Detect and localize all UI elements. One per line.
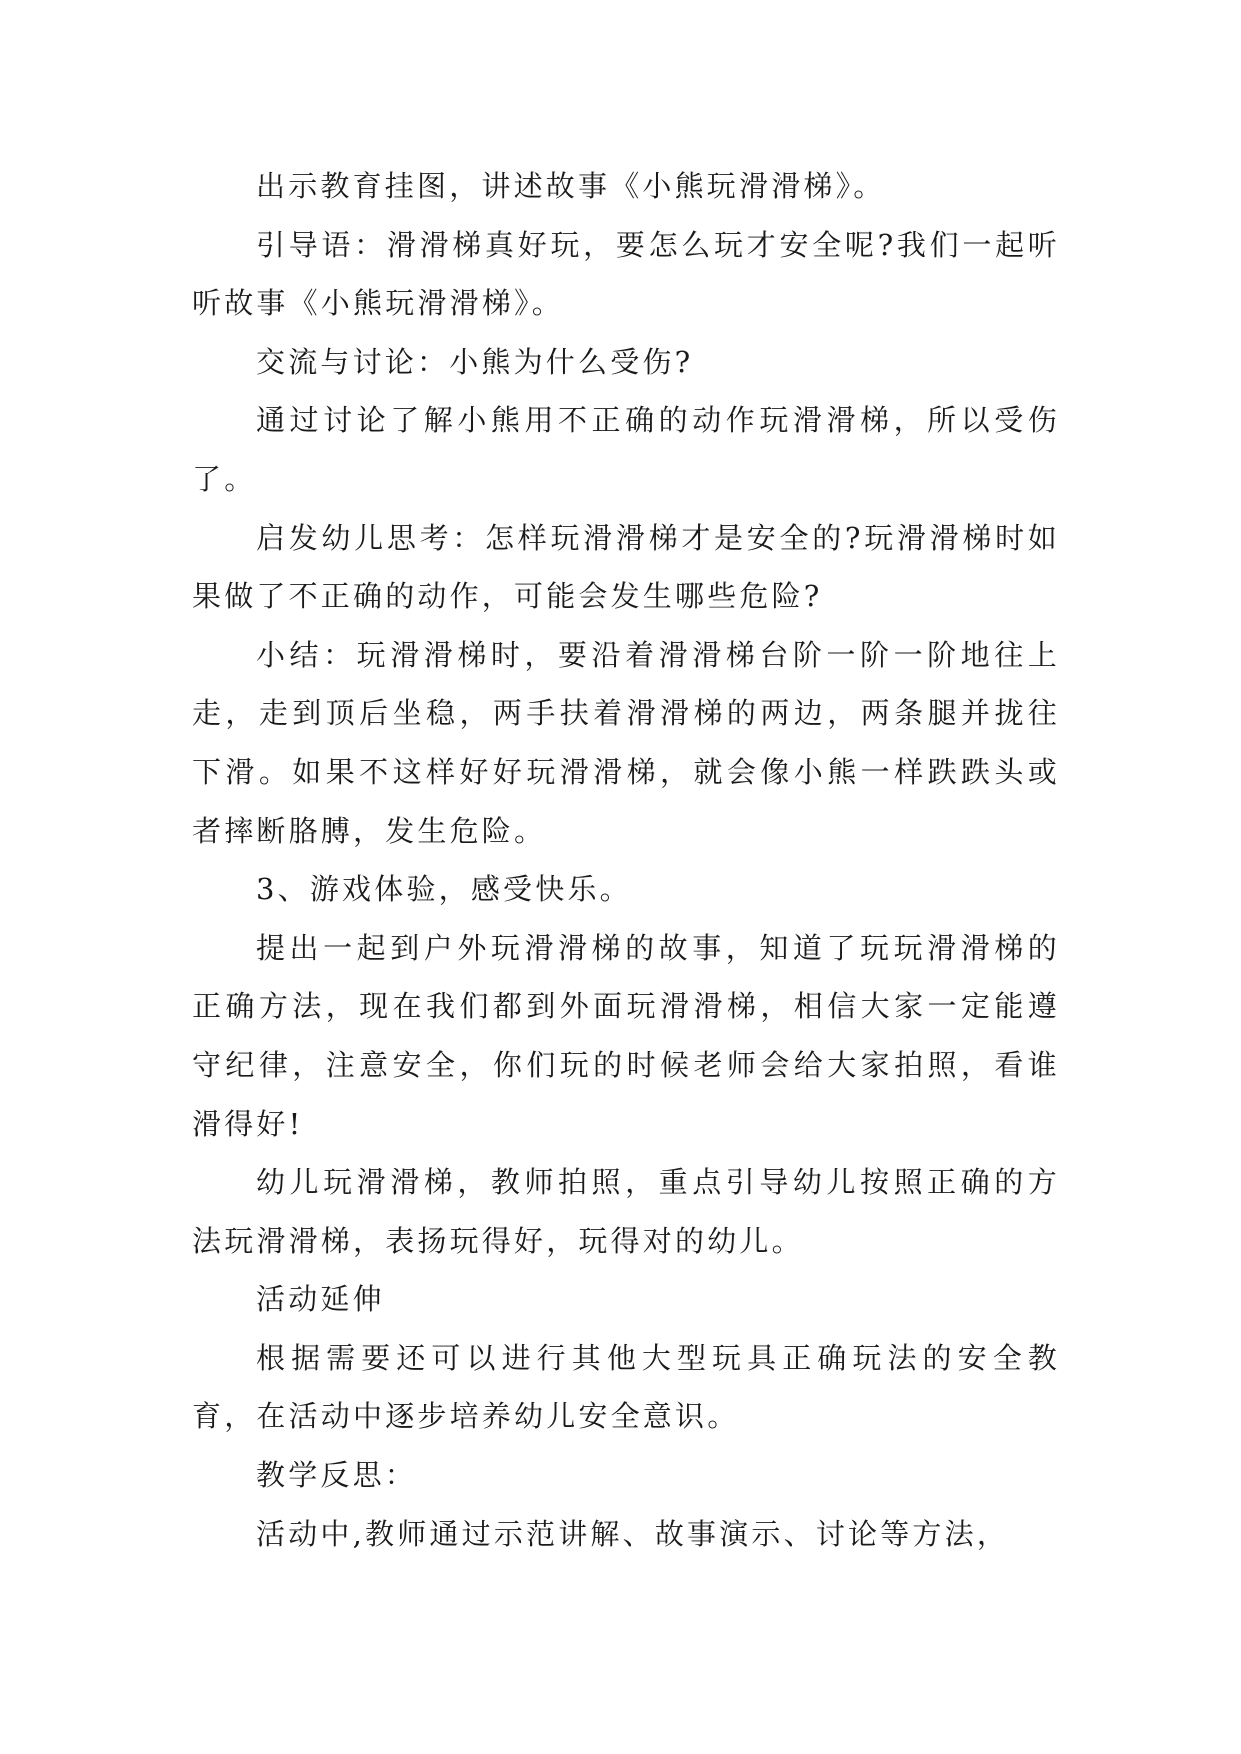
- paragraph-guiding-words: 引导语：滑滑梯真好玩，要怎么玩才安全呢?我们一起听听故事《小熊玩滑滑梯》。: [192, 227, 1060, 321]
- paragraph-children-play: 幼儿玩滑滑梯，教师拍照，重点引导幼儿按照正确的方法玩滑滑梯，表扬玩得好，玩得对的幼儿。: [192, 1165, 1060, 1258]
- paragraph-outdoor-play: 提出一起到户外玩滑滑梯的故事，知道了玩玩滑滑梯的正确方法，现在我们都到外面玩滑滑梯，相信大家一定能遵守纪律，注意安全，你们玩的时候老师会给大家拍照，看谁滑得好!: [192, 930, 1060, 1141]
- paragraph-discussion-question: 交流与讨论：小熊为什么受伤?: [256, 344, 694, 379]
- document-body: [192, 157, 1060, 1563]
- paragraph-summary: 小结：玩滑滑梯时，要沿着滑滑梯台阶一阶一阶地往上走，走到顶后坐稳，两手扶着滑滑梯的两边，两条腿并拢往下滑。如果不这样好好玩滑滑梯，就会像小熊一样跌跌头或者摔断胳膊，发生危险。: [192, 637, 1060, 848]
- paragraph-extension-content: 根据需要还可以进行其他大型玩具正确玩法的安全教育，在活动中逐步培养幼儿安全意识。: [192, 1340, 1060, 1434]
- section-heading-teaching-reflection: 教学反思：: [256, 1458, 418, 1493]
- paragraph-show-wallchart: 出示教育挂图，讲述故事《小熊玩滑滑梯》。: [256, 169, 886, 203]
- paragraph-inspire-thinking: 启发幼儿思考：怎样玩滑滑梯才是安全的?玩滑滑梯时如果做了不正确的动作，可能会发生哪些危险?: [192, 520, 1060, 614]
- paragraph-reflection-content: 活动中,教师通过示范讲解、故事演示、讨论等方法，: [256, 1516, 1010, 1551]
- paragraph-discussion-result: 通过讨论了解小熊用不正确的动作玩滑滑梯，所以受伤了。: [192, 403, 1060, 496]
- section-heading-activity-extension: 活动延伸: [256, 1282, 385, 1317]
- section-heading-game-experience: 3、游戏体验，感受快乐。: [256, 872, 632, 907]
